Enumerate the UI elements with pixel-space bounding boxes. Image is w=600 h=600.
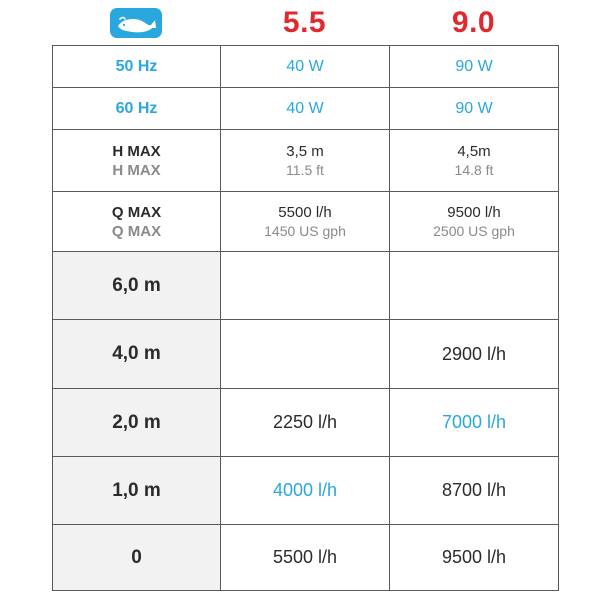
qmax-label-metric: Q MAX xyxy=(111,203,162,221)
logo-cell xyxy=(52,0,220,45)
qmax-metric-value: 9500 l/h xyxy=(447,203,501,221)
row-label-50hz: 50 Hz xyxy=(53,46,221,88)
table-header xyxy=(52,0,558,45)
cell-value: 5500 l/h xyxy=(221,525,390,591)
qmax-imperial-value: 2500 US gph xyxy=(433,222,515,239)
head-label: 0 xyxy=(53,525,221,591)
cell-value xyxy=(221,252,390,320)
head-label: 6,0 m xyxy=(53,252,221,320)
cell-value xyxy=(221,320,390,389)
cell-value: 2900 l/h xyxy=(390,320,559,389)
model-5-5-heading: 5.5 xyxy=(282,5,327,39)
cell-value: 90 W xyxy=(390,88,559,130)
cell-value: 8700 l/h xyxy=(390,457,559,525)
cell-value xyxy=(221,130,390,192)
hmax-label-imperial: H MAX xyxy=(112,161,161,179)
cell-value xyxy=(390,130,559,192)
whale-icon xyxy=(110,8,162,38)
qmax-metric-value: 5500 l/h xyxy=(278,203,332,221)
row-label-qmax xyxy=(53,192,221,252)
hmax-imperial-value: 14.8 ft xyxy=(454,161,494,178)
cell-value-highlight: 4000 l/h xyxy=(221,457,390,525)
hmax-metric-value: 4,5m xyxy=(457,142,491,160)
cell-value: 90 W xyxy=(390,46,559,88)
head-label: 2,0 m xyxy=(53,389,221,457)
row-label-60hz: 60 Hz xyxy=(53,88,221,130)
hmax-label-metric: H MAX xyxy=(112,142,161,160)
table-row xyxy=(53,525,559,591)
table-row xyxy=(53,457,559,525)
head-label: 4,0 m xyxy=(53,320,221,389)
table-row xyxy=(53,252,559,320)
cell-value: 40 W xyxy=(221,88,390,130)
qmax-label-imperial: Q MAX xyxy=(111,222,162,240)
cell-value: 9500 l/h xyxy=(390,525,559,591)
table-row xyxy=(53,46,559,88)
table-row xyxy=(53,88,559,130)
head-label: 1,0 m xyxy=(53,457,221,525)
cell-value xyxy=(390,192,559,252)
model-9-0-heading: 9.0 xyxy=(451,5,496,39)
pump-spec-table xyxy=(52,45,559,591)
hmax-metric-value: 3,5 m xyxy=(286,142,324,160)
cell-value: 2250 l/h xyxy=(221,389,390,457)
cell-value: 40 W xyxy=(221,46,390,88)
row-label-hmax xyxy=(53,130,221,192)
cell-value xyxy=(390,252,559,320)
table-row xyxy=(53,320,559,389)
table-row xyxy=(53,192,559,252)
table-row xyxy=(53,389,559,457)
qmax-imperial-value: 1450 US gph xyxy=(264,222,346,239)
table-row xyxy=(53,130,559,192)
cell-value-highlight: 7000 l/h xyxy=(390,389,559,457)
hmax-imperial-value: 11.5 ft xyxy=(286,161,324,178)
cell-value xyxy=(221,192,390,252)
